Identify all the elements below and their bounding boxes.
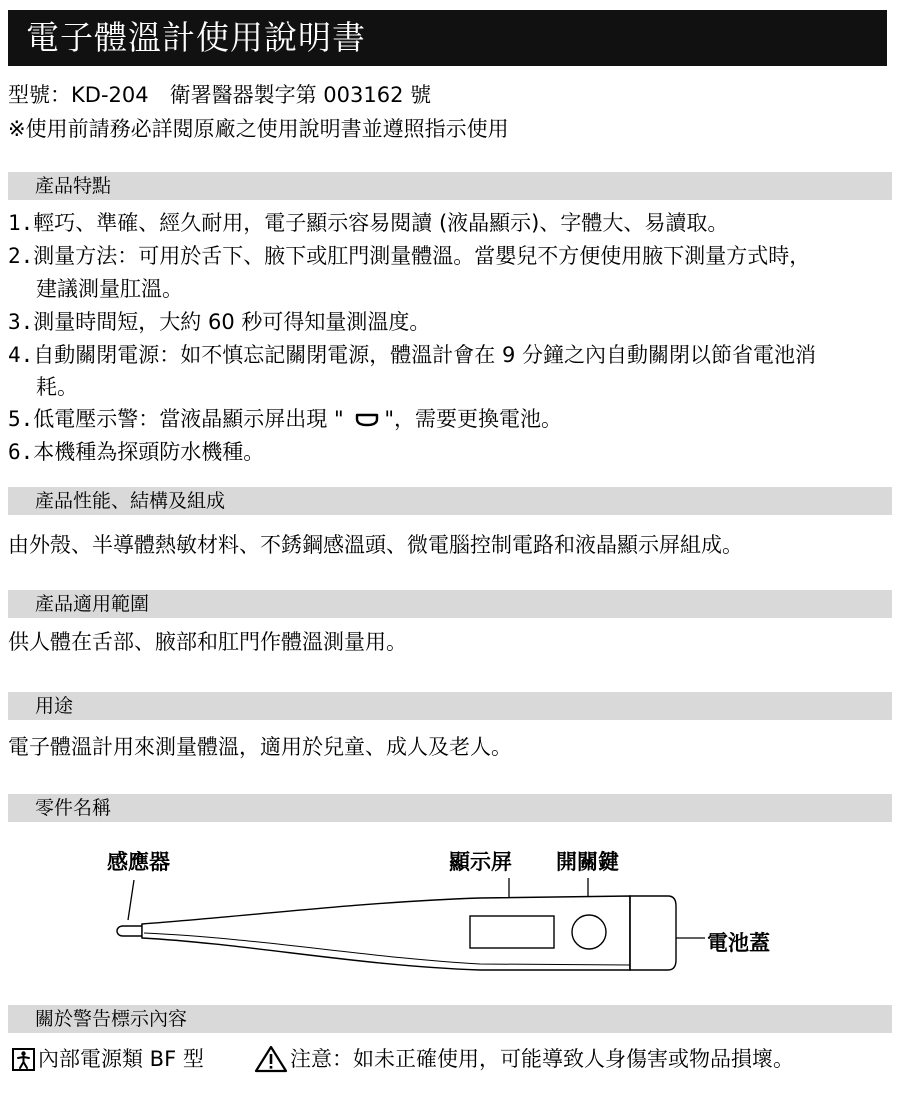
section-title: 零件名稱	[35, 797, 112, 819]
item-continuation: 耗。	[36, 375, 78, 399]
warning-triangle-icon	[254, 1045, 288, 1073]
section-header-structure	[8, 487, 892, 515]
section-title: 產品性能、結構及組成	[35, 490, 226, 512]
section-header-warnings	[8, 1005, 892, 1033]
scope-body: 供人體在舌部、腋部和肛門作體溫測量用。	[8, 630, 407, 654]
leader-sensor	[128, 880, 134, 920]
item-text-after: "，需要更換電池。	[384, 407, 562, 431]
warning-row	[8, 1042, 892, 1078]
item-number: 1.	[8, 211, 34, 235]
item-text: 測量方法：可用於舌下、腋下或肛門測量體溫。當嬰兒不方便使用腋下測量方式時，	[33, 244, 811, 268]
sensor-tip	[117, 926, 142, 936]
thermometer-body	[142, 896, 630, 970]
label-switch: 開關鍵	[556, 850, 619, 874]
item-text: 低電壓示警：當液晶顯示屏出現 "	[33, 407, 344, 431]
section-header-features	[8, 172, 892, 200]
bf-type-text: 內部電源類 BF 型	[38, 1047, 204, 1071]
item-continuation: 建議測量肛溫。	[36, 277, 183, 301]
switch-button	[572, 915, 606, 949]
notice-line: ※使用前請務必詳閱原廠之使用說明書並遵照指示使用	[8, 117, 509, 141]
caution-text: 注意：如未正確使用，可能導致人身傷害或物品損壞。	[290, 1047, 794, 1071]
item-number: 6.	[8, 440, 34, 464]
section-header-parts	[8, 794, 892, 822]
bf-type-person-icon	[12, 1048, 35, 1071]
section-header-usage	[8, 692, 892, 720]
section-title: 產品特點	[35, 175, 112, 197]
item-number: 2.	[8, 244, 34, 268]
thermometer-drawing	[100, 838, 800, 988]
label-display: 顯示屏	[449, 850, 512, 874]
list-item	[8, 208, 728, 238]
item-text: 輕巧、準確、經久耐用，電子顯示容易閱讀 (液晶顯示)、字體大、易讀取。	[33, 211, 729, 235]
label-battery-cover: 電池蓋	[707, 931, 770, 955]
section-title: 關於警告標示內容	[35, 1008, 188, 1030]
list-item	[8, 404, 562, 434]
title-bar	[8, 10, 893, 66]
list-item	[8, 340, 816, 370]
item-number: 3.	[8, 310, 34, 334]
section-title: 用途	[35, 695, 74, 717]
page-title: 電子體溫計使用說明書	[26, 18, 366, 57]
item-number: 5.	[8, 407, 34, 431]
item-text: 測量時間短，大約 60 秒可得知量測溫度。	[33, 310, 431, 334]
model-line: 型號：KD-204 衛署醫器製字第 003162 號	[8, 83, 432, 107]
list-item	[8, 241, 810, 271]
section-header-scope	[8, 590, 892, 618]
list-item	[8, 437, 264, 467]
label-sensor: 感應器	[107, 850, 170, 874]
item-text: 本機種為探頭防水機種。	[33, 440, 265, 464]
low-battery-icon	[354, 412, 380, 428]
thermometer-diagram	[100, 838, 800, 988]
usage-body: 電子體溫計用來測量體溫，適用於兒童、成人及老人。	[8, 735, 512, 759]
item-number: 4.	[8, 343, 34, 367]
battery-cap	[630, 896, 676, 970]
section-title: 產品適用範圍	[35, 593, 150, 615]
list-item	[8, 307, 430, 337]
item-text: 自動關閉電源：如不慎忘記關閉電源，體溫計會在 9 分鐘之內自動關閉以節省電池消	[33, 343, 817, 367]
structure-body: 由外殼、半導體熱敏材料、不銹鋼感溫頭、微電腦控制電路和液晶顯示屏組成。	[8, 533, 743, 557]
display-window	[470, 916, 554, 948]
